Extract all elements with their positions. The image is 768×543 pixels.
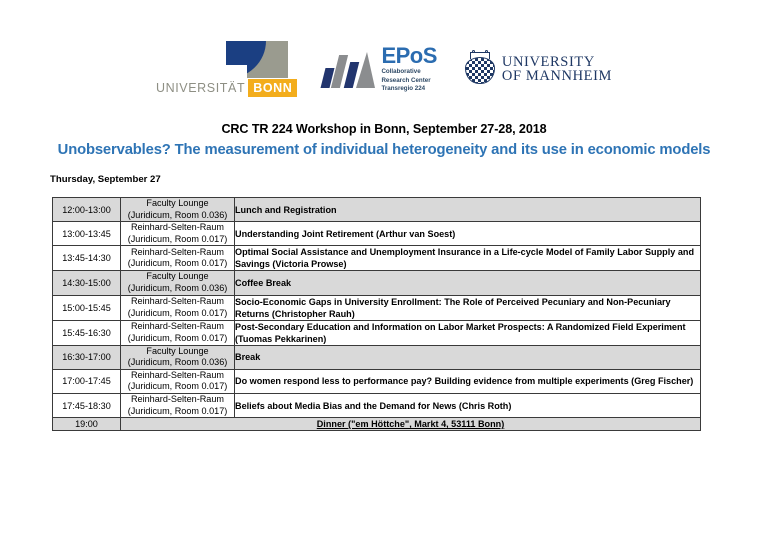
workshop-title: CRC TR 224 Workshop in Bonn, September 27-28, 2018 <box>221 122 547 136</box>
session-title: Understanding Joint Retirement (Arthur van Soest) <box>235 222 701 246</box>
session-time: 14:30-15:00 <box>53 271 121 295</box>
session-time: 16:30-17:00 <box>53 345 121 369</box>
mannheim-crest-icon <box>463 52 497 86</box>
venue-room: (Juridicum, Room 0.036) <box>127 357 228 368</box>
bonn-emblem-icon <box>226 41 288 78</box>
mannheim-line1: UNIVERSITY <box>501 54 595 70</box>
venue-name: Reinhard-Selten-Raum <box>130 246 224 257</box>
venue-room: (Juridicum, Room 0.017) <box>127 307 228 318</box>
epos-sub-line1: Collaborative <box>381 68 421 76</box>
session-venue <box>121 271 235 295</box>
session-title: Post-Secondary Education and Information on Labor Market Prospects: A Randomized Field Experiment (Tuomas Pekkarinen) <box>235 320 701 345</box>
logo-band <box>0 38 768 100</box>
bonn-wordmark <box>156 79 297 97</box>
workshop-subtitle: Unobservables? The measurement of individual heterogeneity and its use in economic models <box>57 142 711 158</box>
epos-logo <box>323 43 436 95</box>
venue-name: Faculty Lounge <box>146 345 209 356</box>
table-row <box>53 369 701 393</box>
session-title: Coffee Break <box>235 271 701 295</box>
session-venue <box>121 393 235 417</box>
epos-title-text: EPoS <box>381 43 437 69</box>
session-time: 17:00-17:45 <box>53 369 121 393</box>
venue-name: Faculty Lounge <box>146 198 209 208</box>
bonn-bonn-text: BONN <box>248 79 297 97</box>
university-of-bonn-logo <box>156 41 297 97</box>
table-row <box>53 271 701 295</box>
epos-bars-icon <box>323 50 375 88</box>
epos-sub-line2: Research Center <box>381 76 431 84</box>
venue-room: (Juridicum, Room 0.017) <box>127 381 228 392</box>
session-title: Optimal Social Assistance and Unemployment Insurance in a Life-cycle Model of Family Labor Supply and Savings (Victoria Prowse) <box>235 246 701 271</box>
venue-room: (Juridicum, Room 0.017) <box>127 405 228 416</box>
schedule-body <box>53 198 701 431</box>
session-time: 15:00-15:45 <box>53 295 121 320</box>
epos-sub-line3: Transregio 224 <box>381 85 426 93</box>
table-row <box>53 393 701 417</box>
session-title: Socio-Economic Gaps in University Enrollment: The Role of Perceived Pecuniary and Non-Pecuniary Returns (Christopher Rauh) <box>235 295 701 320</box>
dinner-time: 19:00 <box>53 418 121 431</box>
day-label: Thursday, September 27 <box>50 174 161 185</box>
session-venue <box>121 222 235 246</box>
schedule-table <box>52 197 701 431</box>
table-row-dinner <box>53 418 701 431</box>
venue-room: (Juridicum, Room 0.036) <box>127 282 228 293</box>
venue-name: Reinhard-Selten-Raum <box>130 393 224 404</box>
table-row <box>53 222 701 246</box>
table-row <box>53 198 701 222</box>
session-title: Beliefs about Media Bias and the Demand for News (Chris Roth) <box>235 393 701 417</box>
session-venue <box>121 369 235 393</box>
session-time: 15:45-16:30 <box>53 320 121 345</box>
table-row <box>53 345 701 369</box>
mannheim-line2: OF MANNHEIM <box>501 68 613 84</box>
session-title: Break <box>235 345 701 369</box>
university-of-mannheim-logo <box>463 43 612 95</box>
table-row <box>53 320 701 345</box>
venue-room: (Juridicum, Room 0.017) <box>127 332 228 343</box>
table-row <box>53 295 701 320</box>
bonn-universitaet-text: UNIVERSITÄT <box>155 81 246 95</box>
session-venue <box>121 295 235 320</box>
session-time: 13:00-13:45 <box>53 222 121 246</box>
venue-room: (Juridicum, Room 0.017) <box>127 258 228 269</box>
mannheim-wordmark <box>502 55 612 83</box>
venue-name: Reinhard-Selten-Raum <box>130 295 224 306</box>
venue-room: (Juridicum, Room 0.036) <box>127 209 228 220</box>
session-title: Do women respond less to performance pay? Building evidence from multiple experiments (Greg Fischer) <box>235 369 701 393</box>
table-row <box>53 246 701 271</box>
venue-name: Reinhard-Selten-Raum <box>130 369 224 380</box>
venue-name: Reinhard-Selten-Raum <box>130 222 224 233</box>
session-time: 12:00-13:00 <box>53 198 121 222</box>
venue-name: Faculty Lounge <box>146 271 209 282</box>
venue-room: (Juridicum, Room 0.017) <box>127 233 228 244</box>
session-venue <box>121 246 235 271</box>
dinner-details <box>121 418 701 431</box>
epos-wordmark <box>381 45 436 92</box>
session-time: 17:45-18:30 <box>53 393 121 417</box>
session-venue <box>121 345 235 369</box>
session-venue <box>121 198 235 222</box>
dinner-venue-text: Dinner ("em Höttche", Markt 4, 53111 Bonn) <box>316 419 505 430</box>
session-title: Lunch and Registration <box>235 198 701 222</box>
session-time: 13:45-14:30 <box>53 246 121 271</box>
session-venue <box>121 320 235 345</box>
venue-name: Reinhard-Selten-Raum <box>130 320 224 331</box>
